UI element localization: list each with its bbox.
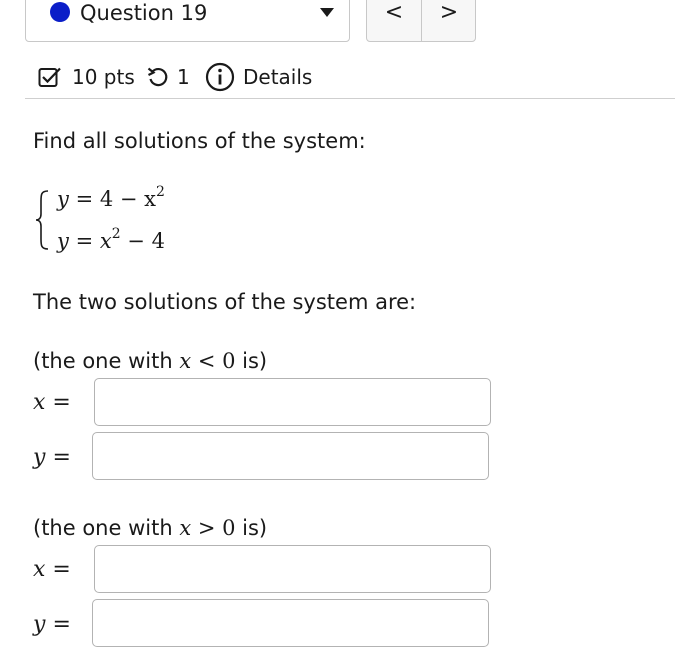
- equation-2: $y = x^2 - 4$: [57, 226, 165, 253]
- equation-1: $y = 4 - x^2$: [57, 184, 165, 211]
- dropdown-caret-icon[interactable]: [320, 8, 334, 17]
- attempts-value: 1: [177, 65, 190, 89]
- solution-2-x-label: x =: [33, 557, 71, 582]
- solutions-intro: The two solutions of the system are:: [33, 290, 417, 314]
- solution-1-caption: (the one with x < 0 is): [33, 349, 268, 373]
- solution-2-caption: (the one with x > 0 is): [33, 516, 268, 540]
- prev-question-button[interactable]: <: [384, 0, 404, 25]
- next-question-button[interactable]: >: [439, 0, 459, 25]
- section-divider: [25, 98, 675, 99]
- question-label: Question 19: [80, 1, 208, 25]
- solution-2-y-input[interactable]: [92, 599, 489, 647]
- system-brace: [34, 189, 50, 251]
- details-label[interactable]: Details: [243, 65, 313, 89]
- solution-1-x-label: x =: [33, 390, 71, 415]
- solution-1-x-input[interactable]: [94, 378, 491, 426]
- question-prompt: Find all solutions of the system:: [33, 129, 366, 153]
- info-icon: [205, 62, 235, 92]
- points-value: 10 pts: [72, 65, 135, 89]
- question-status-dot: [50, 2, 70, 22]
- solution-2-x-input[interactable]: [94, 545, 491, 593]
- solution-1-y-label: y =: [33, 445, 71, 470]
- solution-2-y-label: y =: [33, 612, 71, 637]
- checkbox-icon: [38, 66, 62, 88]
- solution-1-y-input[interactable]: [92, 432, 489, 480]
- retry-icon: [146, 65, 170, 89]
